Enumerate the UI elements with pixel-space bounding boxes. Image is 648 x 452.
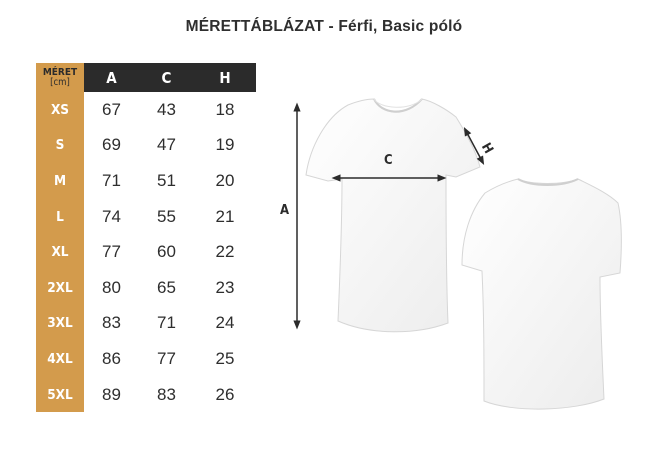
value-cell-h: 23 <box>215 277 235 297</box>
value-cell-a: 80 <box>102 277 121 297</box>
tshirt-illustration <box>270 95 648 435</box>
table-row <box>36 377 256 413</box>
tshirt-front <box>306 99 480 332</box>
value-cell-h: 18 <box>215 99 235 119</box>
value-cell-a: 67 <box>102 99 121 119</box>
value-cell-h: 22 <box>215 242 235 262</box>
table-row <box>36 163 256 199</box>
table-row <box>36 270 256 306</box>
table-row <box>36 128 256 164</box>
table-row <box>36 199 256 235</box>
size-header-cell <box>36 63 84 92</box>
size-cell: 3XL <box>36 306 84 342</box>
table-row <box>36 234 256 270</box>
size-cell: 5XL <box>36 377 84 413</box>
table-header-row <box>36 63 256 92</box>
column-header-h: H <box>194 63 256 92</box>
table-body <box>36 92 256 412</box>
table-row <box>36 92 256 128</box>
size-chart-table <box>36 63 256 412</box>
column-header-a: A <box>84 63 139 92</box>
value-cell-c: 71 <box>157 313 176 333</box>
size-cell: XS <box>36 92 84 128</box>
value-cell-a: 83 <box>102 313 121 333</box>
size-cell: XL <box>36 234 84 270</box>
length-label: A <box>280 203 290 218</box>
size-header-label: MÉRET <box>42 66 78 78</box>
table-row <box>36 306 256 342</box>
tshirt-diagram <box>270 95 648 435</box>
value-cell-c: 77 <box>157 348 176 368</box>
size-cell: L <box>36 199 84 235</box>
value-cell-c: 60 <box>157 242 176 262</box>
value-cell-h: 21 <box>215 206 235 226</box>
size-cell: 2XL <box>36 270 84 306</box>
sleeve-label: H <box>477 140 496 157</box>
table-row <box>36 341 256 377</box>
value-cell-c: 47 <box>157 135 176 155</box>
value-cell-h: 26 <box>215 384 235 404</box>
value-cell-c: 43 <box>157 99 176 119</box>
tshirt-back <box>462 179 621 409</box>
chest-label: C <box>384 153 393 168</box>
value-cell-a: 69 <box>102 135 121 155</box>
size-cell: M <box>36 163 84 199</box>
value-cell-h: 24 <box>215 313 235 333</box>
value-cell-c: 83 <box>157 384 176 404</box>
size-cell: S <box>36 128 84 164</box>
value-cell-c: 51 <box>157 170 176 190</box>
value-cell-a: 74 <box>102 206 121 226</box>
value-cell-c: 65 <box>157 277 176 297</box>
size-cell: 4XL <box>36 341 84 377</box>
value-cell-a: 86 <box>102 348 121 368</box>
value-cell-h: 20 <box>215 170 235 190</box>
value-cell-h: 25 <box>215 348 235 368</box>
value-cell-a: 89 <box>102 384 121 404</box>
column-header-c: C <box>139 63 194 92</box>
unit-label: [cm] <box>50 76 70 88</box>
page-title: MÉRETTÁBLÁZAT - Férfi, Basic póló <box>185 18 463 35</box>
value-cell-a: 71 <box>102 170 121 190</box>
value-cell-a: 77 <box>102 242 121 262</box>
value-cell-c: 55 <box>157 206 176 226</box>
value-cell-h: 19 <box>215 135 235 155</box>
